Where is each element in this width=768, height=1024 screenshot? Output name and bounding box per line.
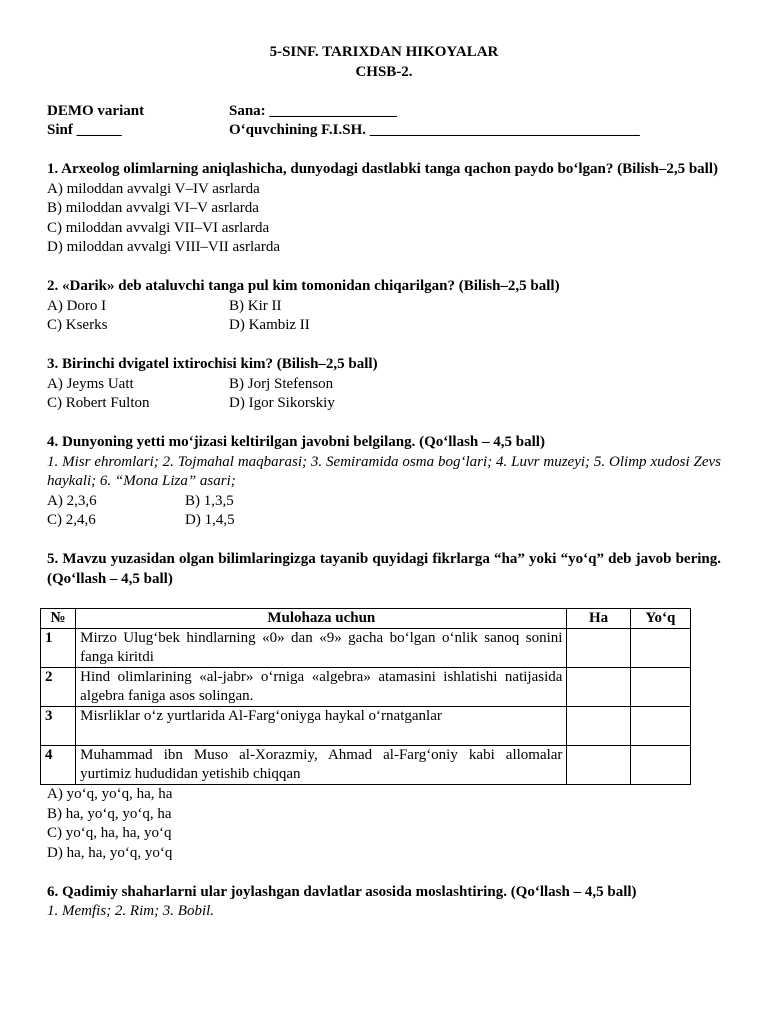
question-4-text: 4. Dunyoning yetti mo‘jizasi keltirilgan javobni belgilang. (Qo‘llash – 4,5 ball) (47, 434, 545, 450)
statements-table (40, 608, 691, 785)
date-field: Sana: _________________ (229, 102, 397, 119)
question-4-option-d: D) 1,4,5 (185, 512, 235, 528)
question-2-option-c: C) Kserks (47, 317, 108, 333)
question-1-option-b: B) miloddan avvalgi VI–V asrlarda (47, 200, 259, 216)
question-4-option-a: A) 2,3,6 (47, 492, 97, 509)
question-2-options (47, 297, 721, 336)
student-name-field: O‘quvchining F.I.SH. ____________________________________ (229, 122, 640, 138)
spacer (47, 141, 721, 161)
question-2-text: 2. «Darik» deb ataluvchi tanga pul kim tomonidan chiqarilgan? (Bilish–2,5 ball) (47, 278, 560, 294)
page-title: 5-SINF. TARIXDAN HIKOYALAR (269, 44, 499, 60)
table-header-yes: Ha (567, 609, 630, 629)
info-row-1 (47, 102, 721, 122)
spacer (47, 531, 721, 551)
question-3-option-a: A) Jeyms Uatt (47, 375, 134, 392)
row-number: 1 (41, 629, 76, 668)
question-3-option-d: D) Igor Sikorskiy (229, 395, 335, 411)
question-3-options (47, 375, 721, 414)
question-4-list: 1. Misr ehromlari; 2. Tojmahal maqbarasi; 3. Semiramida osma bog‘lari; 4. Luvr muzeyi; 5. Olimp xudosi Zevs haykali; 6. “Mona Liza” asari; (47, 453, 721, 489)
question-5-option-d: D) ha, ha, yo‘q, yo‘q (47, 844, 173, 861)
spacer (47, 336, 721, 356)
no-cell[interactable] (630, 707, 690, 746)
row-statement: Mirzo Ulug‘bek hindlarning «0» dan «9» gacha bo‘lgan o‘nlik sanoq sonini fanga kiritdi (76, 629, 567, 668)
table-row (41, 668, 691, 707)
table-header-statement: Mulohaza uchun (76, 609, 567, 629)
grade-field: Sinf ______ (47, 122, 122, 138)
question-1-text: 1. Arxeolog olimlarning aniqlashicha, dunyodagi dastlabki tanga qachon paydo bo‘lgan? (Bilish–2,5 ball) (47, 161, 719, 177)
spacer (47, 258, 721, 278)
row-statement: Misrliklar o‘z yurtlarida Al-Farg‘oniyga haykal o‘rnatganlar (76, 707, 567, 746)
spacer (47, 863, 721, 883)
question-3-option-b: B) Jorj Stefenson (229, 375, 334, 392)
table-header-row (41, 609, 691, 629)
question-6-list: 1. Memfis; 2. Rim; 3. Bobil. (47, 903, 215, 919)
question-1-option-d: D) miloddan avvalgi VIII–VII asrlarda (47, 239, 280, 255)
no-cell[interactable] (630, 746, 690, 785)
table-header-number: № (41, 609, 76, 629)
spacer (47, 414, 721, 434)
row-number: 4 (41, 746, 76, 785)
question-3-text: 3. Birinchi dvigatel ixtirochisi kim? (Bilish–2,5 ball) (47, 356, 378, 372)
question-1-option-a: A) miloddan avvalgi V–IV asrlarda (47, 180, 260, 197)
row-statement: Muhammad ibn Muso al-Xorazmiy, Ahmad al-Farg‘oniy kabi allomalar yurtimiz hududidan yetishib chiqqan (76, 746, 567, 785)
row-number: 3 (41, 707, 76, 746)
info-row-2 (47, 121, 721, 141)
row-number: 2 (41, 668, 76, 707)
variant-label: DEMO variant (47, 102, 145, 119)
page-subtitle: CHSB-2. (355, 63, 413, 80)
table-row (41, 746, 691, 785)
test-page (47, 43, 721, 922)
no-cell[interactable] (630, 668, 690, 707)
question-6-text: 6. Qadimiy shaharlarni ular joylashgan davlatlar asosida moslashtiring. (Qo‘llash – 4,5 ball) (47, 883, 637, 900)
row-statement: Hind olimlarining «al-jabr» o‘rniga «algebra» atamasini ishlatishi natijasida algebra faniga asos solingan. (76, 668, 567, 707)
question-2-option-a: A) Doro I (47, 297, 107, 314)
yes-cell[interactable] (567, 668, 630, 707)
question-5-text: 5. Mavzu yuzasidan olgan bilimlaringizga tayanib quyidagi fikrlarga “ha” yoki “yo‘q” deb javob bering. (Qo‘llash – 4,5 ball) (47, 551, 721, 587)
question-4-option-b: B) 1,3,5 (185, 492, 234, 509)
question-2-option-b: B) Kir II (229, 297, 282, 314)
question-2-option-d: D) Kambiz II (229, 317, 310, 333)
table-row (41, 707, 691, 746)
yes-cell[interactable] (567, 707, 630, 746)
question-5-option-a: A) yo‘q, yo‘q, ha, ha (47, 786, 173, 802)
yes-cell[interactable] (567, 629, 630, 668)
question-1-option-c: C) miloddan avvalgi VII–VI asrlarda (47, 219, 270, 236)
question-4-option-c: C) 2,4,6 (47, 512, 96, 528)
question-5-option-b: B) ha, yo‘q, yo‘q, ha (47, 805, 172, 822)
spacer (47, 82, 721, 102)
no-cell[interactable] (630, 629, 690, 668)
question-5-option-c: C) yo‘q, ha, ha, yo‘q (47, 825, 172, 841)
table-row (41, 629, 691, 668)
yes-cell[interactable] (567, 746, 630, 785)
question-3-option-c: C) Robert Fulton (47, 395, 150, 411)
question-4-options (47, 492, 721, 531)
table-header-no: Yo‘q (630, 609, 690, 629)
